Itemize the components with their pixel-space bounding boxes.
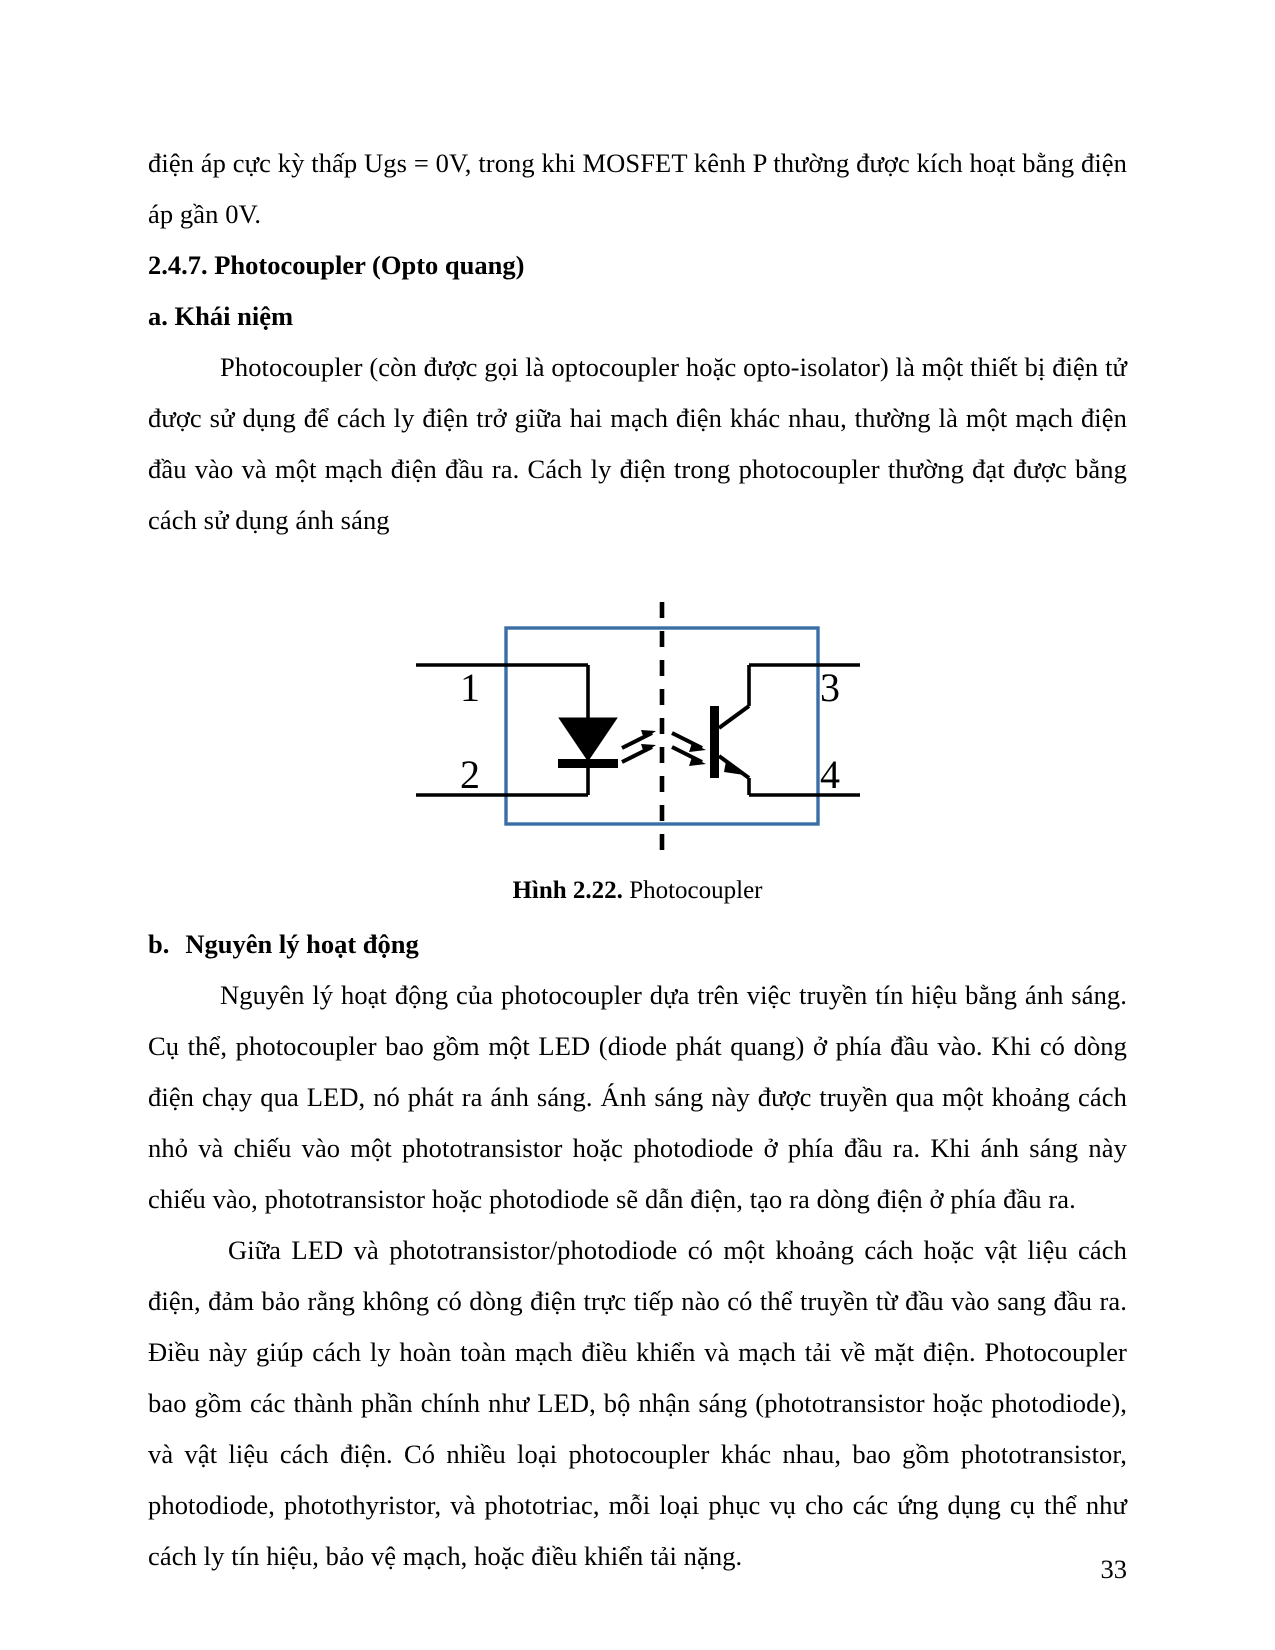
pin-label-2: 2: [459, 752, 480, 797]
paragraph-khai-niem: Photocoupler (còn được gọi là optocoupler hoặc opto-isolator) là một thiết bị điện tử được sử dụng để cách ly điện trở giữa hai mạch điện khác nhau, thường là một mạch điện đầu vào và một mạch điện đầu ra. Cách ly điện trong photocoupler thường đạt được bằng cách sử dụng ánh sáng: [148, 352, 1127, 535]
figure-caption-text: Photocoupler: [622, 877, 763, 904]
page-number: 33: [1100, 1554, 1127, 1584]
transistor-emitter-arrow: [724, 761, 744, 775]
continued-paragraph: điện áp cực kỳ thấp Ugs = 0V, trong khi MOSFET kênh P thường được kích hoạt bằng điện áp gần 0V.: [148, 148, 1127, 229]
light-arrow-lower: [672, 733, 706, 766]
photocoupler-circuit-diagram: [408, 602, 868, 857]
figure-caption-spacer: [148, 911, 1127, 917]
pin-label-4: 4: [819, 752, 840, 797]
figure-photocoupler: [148, 602, 1127, 911]
light-arrow-upper: [622, 730, 656, 762]
pin-label-3: 3: [819, 665, 840, 710]
subsection-b-letter: b.: [148, 929, 170, 959]
transistor-emitter-slant: [719, 756, 749, 778]
led-triangle-icon: [561, 719, 615, 759]
led-cathode-bar: [558, 759, 618, 768]
paragraph-nguyen-ly-1: Nguyên lý hoạt động của photocoupler dựa trên việc truyền tín hiệu bằng ánh sáng. Cụ thể, photocoupler bao gồm một LED (diode phát quang) ở phía đầu vào. Khi có dòng điện chạy qua LED, nó phát ra ánh sáng. Ánh sáng này được truyền qua một khoảng cách nhỏ và chiếu vào một phototransistor hoặc photodiode ở phía đầu ra. Khi ánh sáng này chiếu vào, phototransistor hoặc photodiode sẽ dẫn điện, tạo ra dòng điện ở phía đầu ra.: [148, 980, 1127, 1214]
subsection-b-text: Nguyên lý hoạt động: [185, 929, 419, 959]
pin-label-1: 1: [459, 665, 480, 710]
section-heading-2-4-7: 2.4.7. Photocoupler (Opto quang): [148, 250, 525, 280]
transistor-base-bar: [710, 706, 719, 778]
subsection-heading-a: a. Khái niệm: [148, 301, 294, 331]
figure-caption: [148, 871, 1127, 911]
figure-caption-label: Hình 2.22.: [512, 877, 623, 904]
paragraph-nguyen-ly-2: Giữa LED và phototransistor/photodiode có một khoảng cách hoặc vật liệu cách điện, đảm bảo rằng không có dòng điện trực tiếp nào có thể truyền từ đầu vào sang đầu ra. Điều này giúp cách ly hoàn toàn mạch điều khiển và mạch tải về mặt điện. Photocoupler bao gồm các thành phần chính như LED, bộ nhận sáng (phototransistor hoặc photodiode), và vật liệu cách điện. Có nhiều loại photocoupler khác nhau, bao gồm phototransistor, photodiode, photothyristor, và phototriac, mỗi loại phục vụ cho các ứng dụng cụ thể như cách ly tín hiệu, bảo vệ mạch, hoặc điều khiển tải nặng.: [148, 1235, 1127, 1571]
transistor-collector-slant: [719, 706, 749, 728]
subsection-heading-b: [148, 919, 1127, 970]
